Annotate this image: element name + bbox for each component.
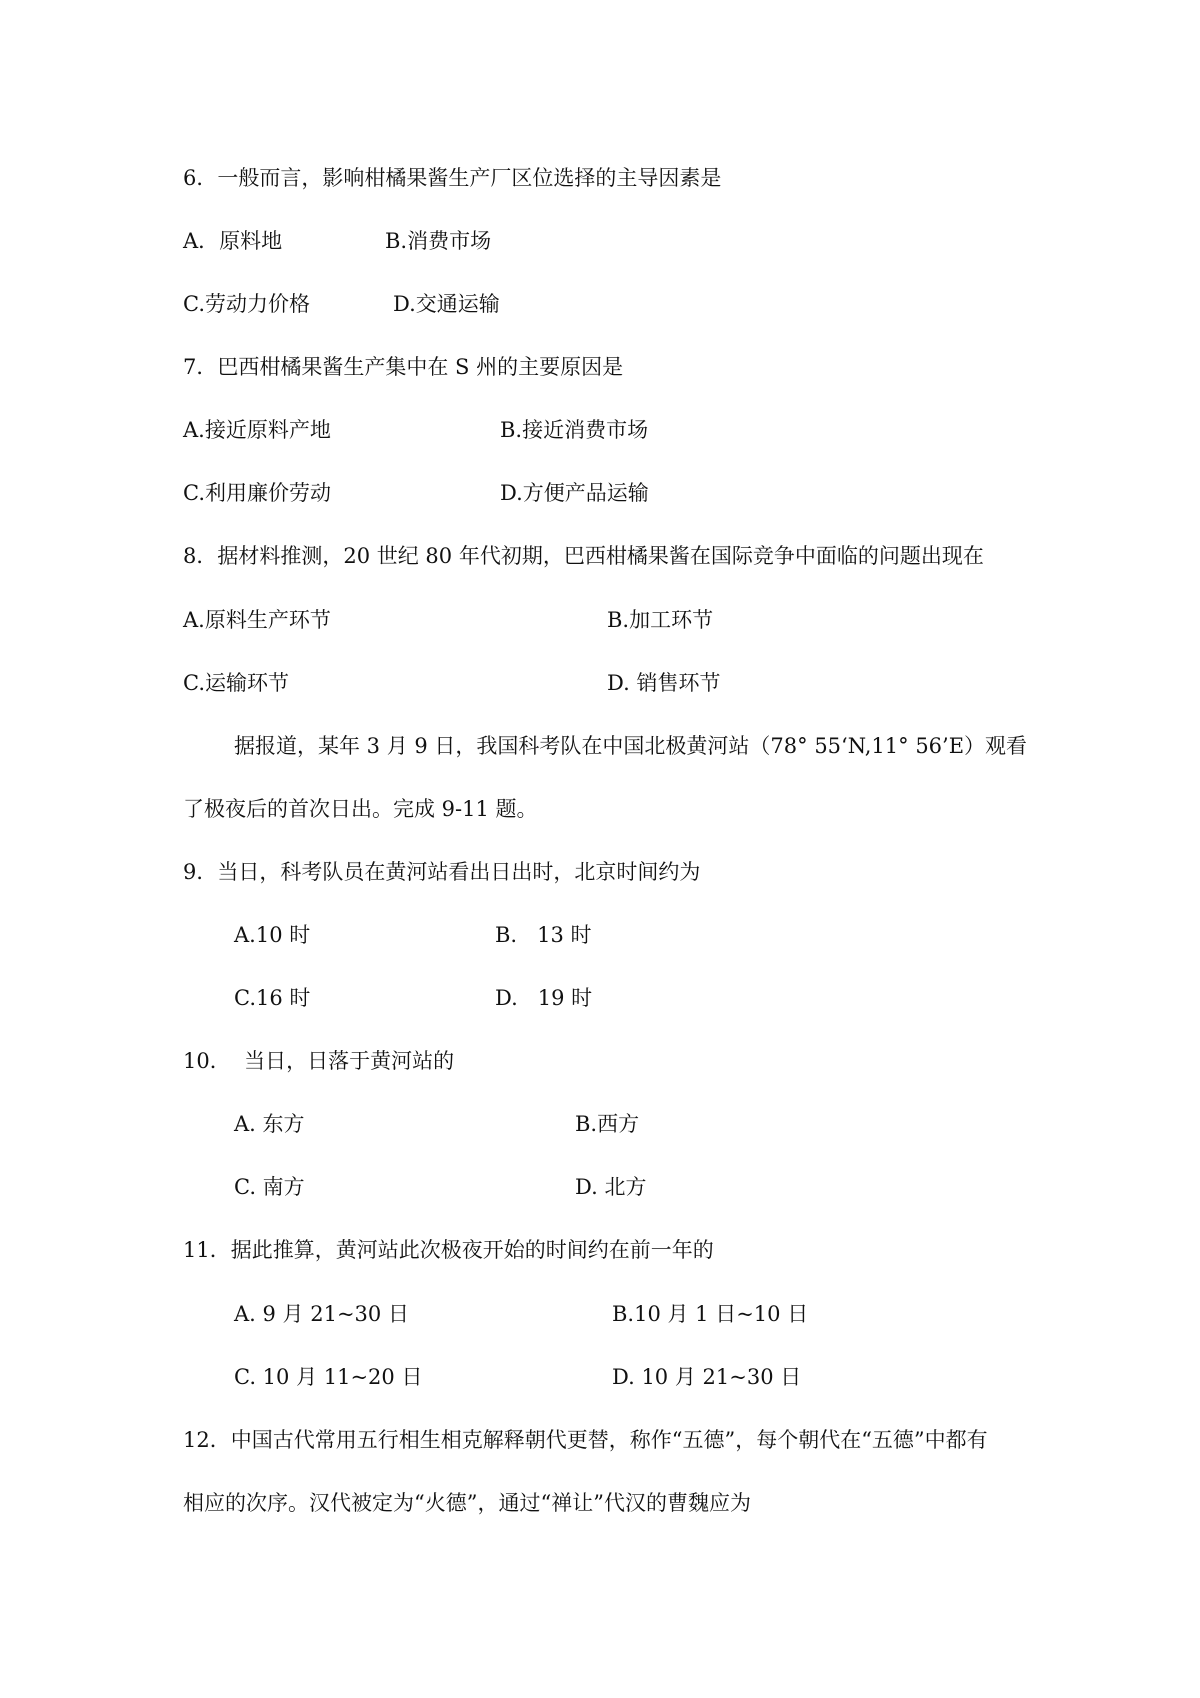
passage-line-1: 据报道，某年 3 月 9 日，我国科考队在中国北极黄河站（78° 55‘N,11° 56’E）观看	[234, 734, 1028, 758]
question-7-option-d: D.方便产品运输	[500, 481, 649, 505]
question-6-stem: 6．一般而言，影响柑橘果酱生产厂区位选择的主导因素是	[183, 166, 722, 190]
question-10-option-b: B.西方	[575, 1112, 640, 1136]
question-8-option-a: A.原料生产环节	[183, 608, 331, 632]
question-12-stem-line-1: 12．中国古代常用五行相生相克解释朝代更替，称作“五德”，每个朝代在“五德”中都有	[183, 1428, 988, 1452]
question-9-option-c: C.16 时	[234, 986, 311, 1010]
question-6-option-b: B.消费市场	[385, 229, 492, 253]
question-7-option-c: C.利用廉价劳动	[183, 481, 331, 505]
passage-line-2: 了极夜后的首次日出。完成 9-11 题。	[183, 797, 538, 821]
question-8-option-d: D. 销售环节	[607, 671, 721, 695]
question-11-option-d: D. 10 月 21~30 日	[612, 1365, 802, 1389]
question-10-option-c: C. 南方	[234, 1175, 305, 1199]
question-10-stem: 10． 当日，日落于黄河站的	[183, 1049, 455, 1073]
question-6-option-d: D.交通运输	[393, 292, 500, 316]
question-9-option-a: A.10 时	[234, 923, 311, 947]
question-11-option-b: B.10 月 1 日~10 日	[612, 1302, 809, 1326]
question-8-option-c: C.运输环节	[183, 671, 289, 695]
question-11-option-a: A. 9 月 21~30 日	[234, 1302, 409, 1326]
question-9-stem: 9．当日，科考队员在黄河站看出日出时，北京时间约为	[183, 860, 701, 884]
question-10-option-a: A. 东方	[234, 1112, 305, 1136]
question-8-option-b: B.加工环节	[607, 608, 714, 632]
question-7-option-a: A.接近原料产地	[183, 418, 331, 442]
question-10-option-d: D. 北方	[575, 1175, 647, 1199]
question-11-stem: 11．据此推算，黄河站此次极夜开始的时间约在前一年的	[183, 1238, 714, 1262]
question-9-option-d: D. 19 时	[495, 986, 593, 1010]
question-7-stem: 7．巴西柑橘果酱生产集中在 S 州的主要原因是	[183, 355, 624, 379]
question-6-option-a: A．原料地	[183, 229, 283, 253]
question-7-option-b: B.接近消费市场	[500, 418, 649, 442]
question-11-option-c: C. 10 月 11~20 日	[234, 1365, 423, 1389]
question-8-stem: 8．据材料推测，20 世纪 80 年代初期，巴西柑橘果酱在国际竞争中面临的问题出现在	[183, 544, 984, 568]
question-9-option-b: B. 13 时	[495, 923, 592, 947]
question-6-option-c: C.劳动力价格	[183, 292, 310, 316]
question-12-stem-line-2: 相应的次序。汉代被定为“火德”，通过“禅让”代汉的曹魏应为	[183, 1491, 751, 1515]
